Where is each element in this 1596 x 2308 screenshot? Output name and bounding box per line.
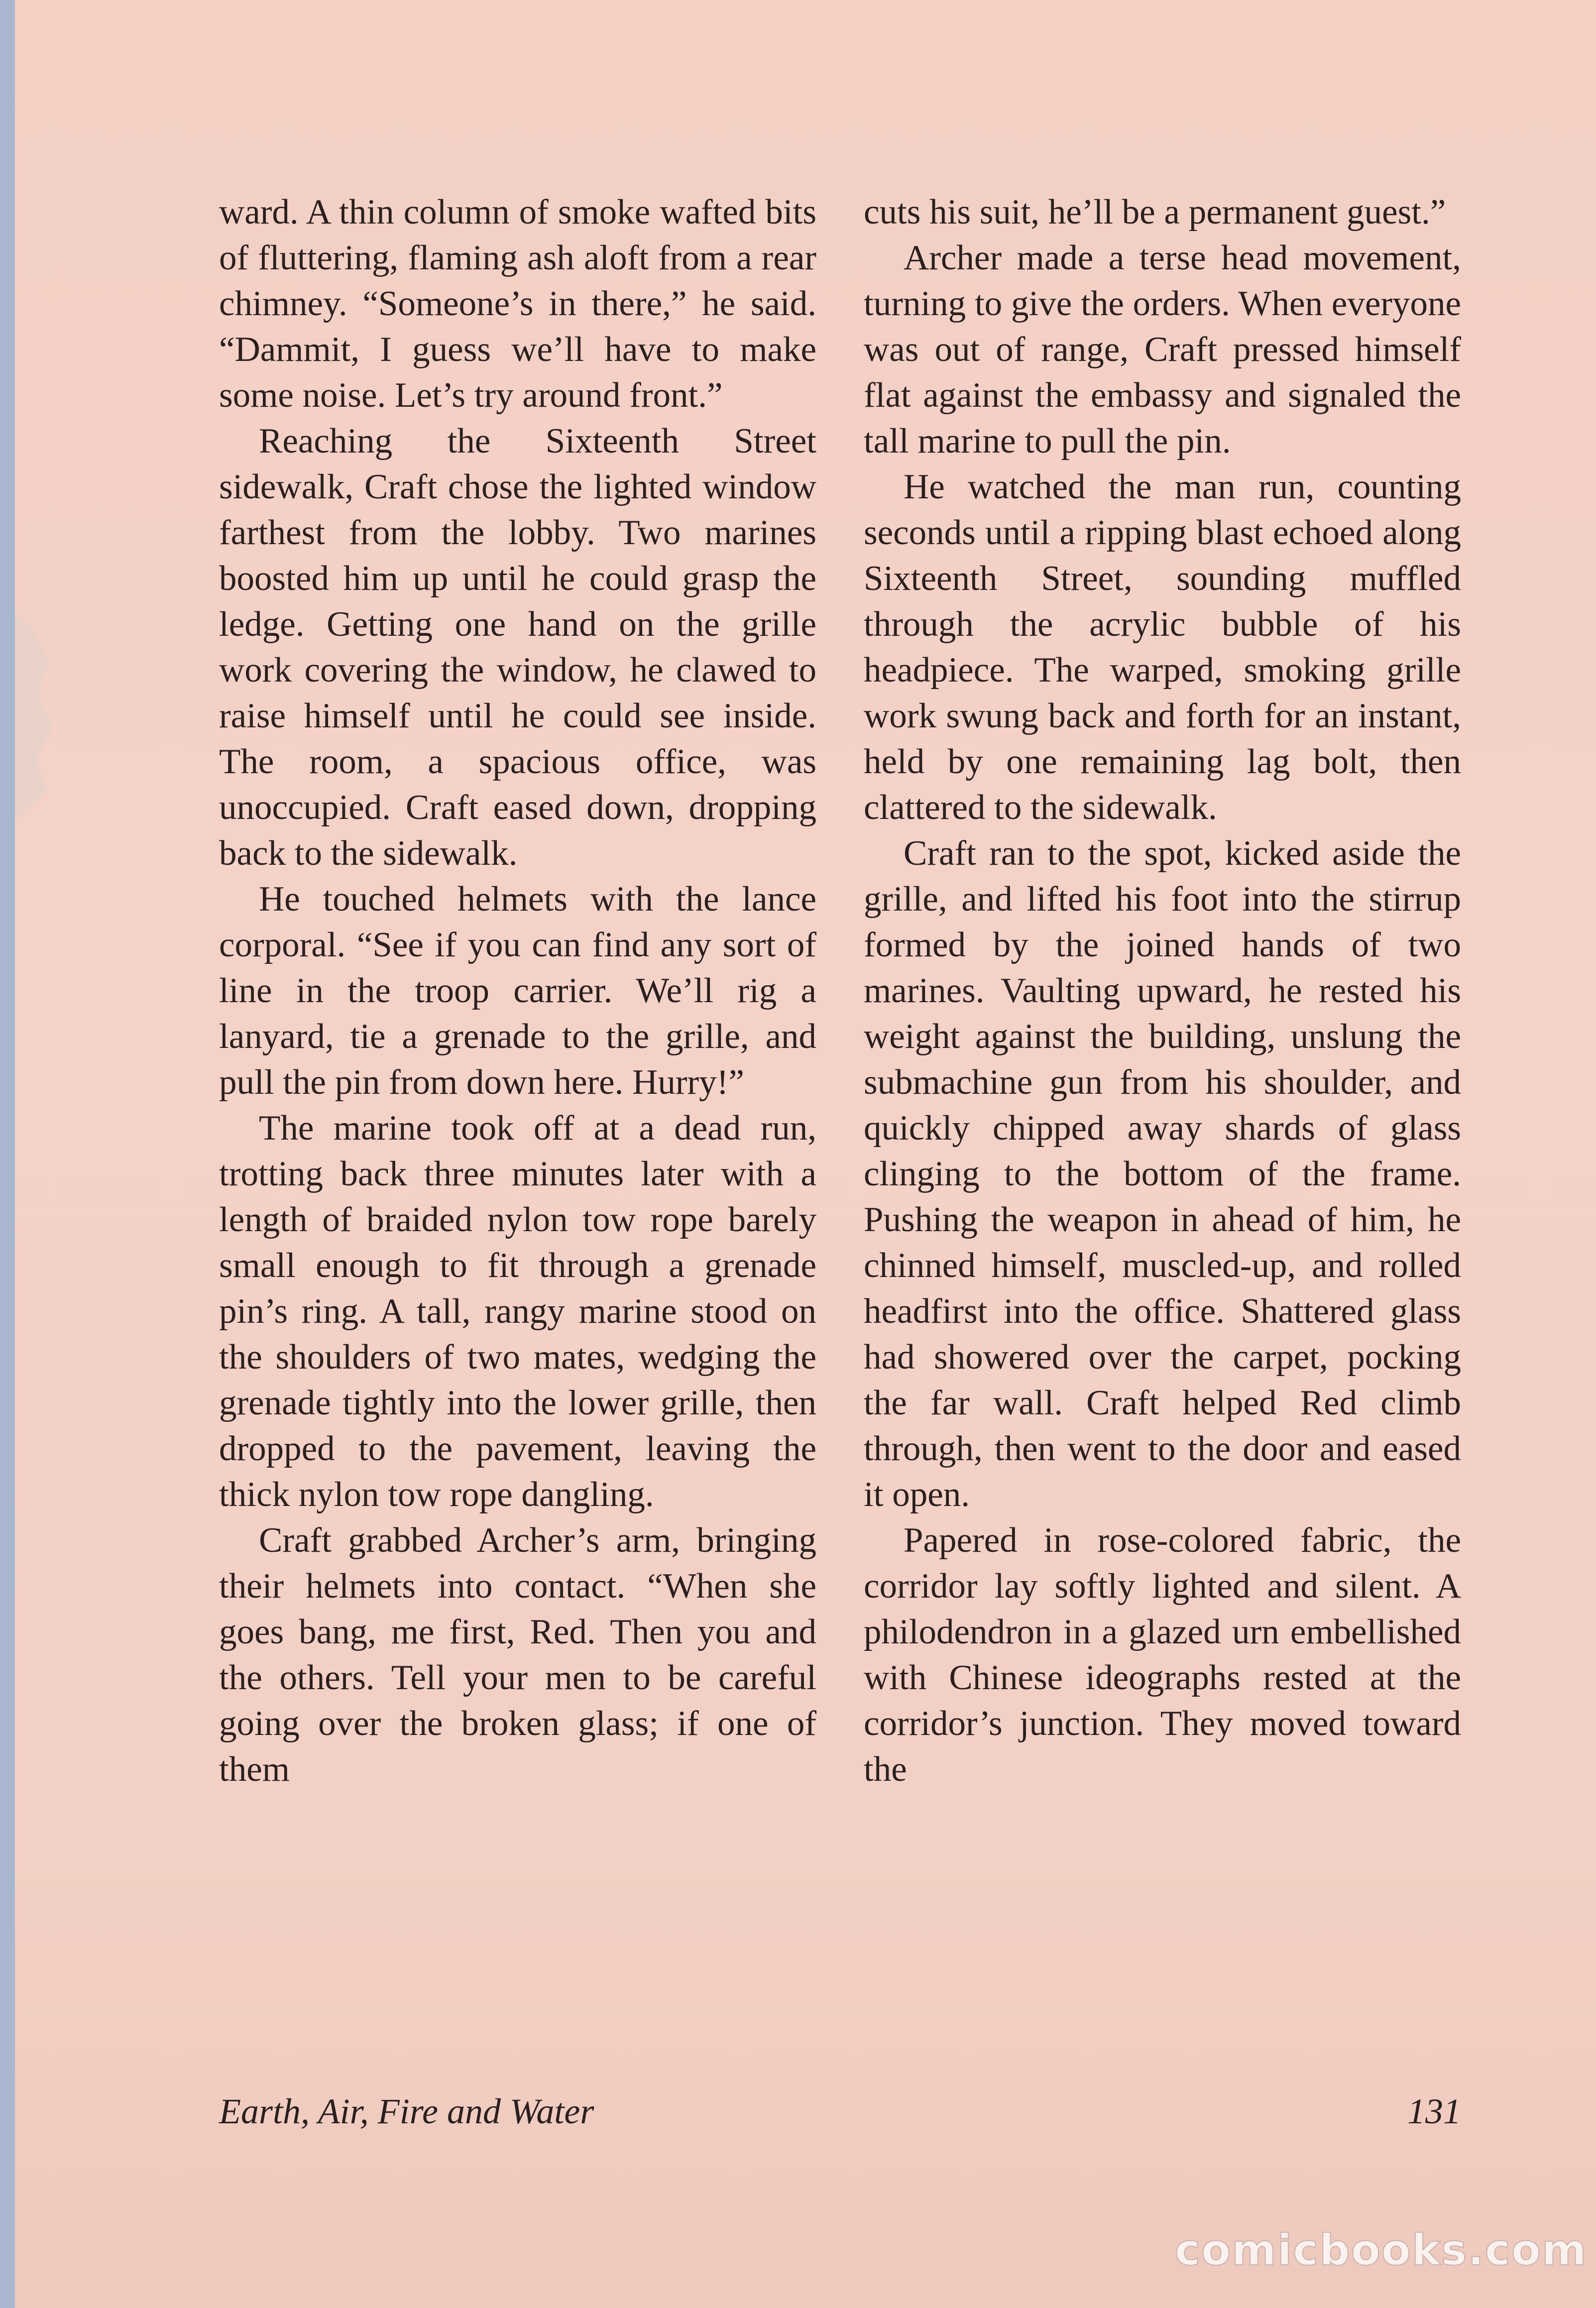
paragraph: Craft ran to the spot, kicked aside the grille, and lifted his foot into the stirrup formed by the joined hands of two marines. Vaulting upward, he rested his weight against the building, unslung the submachine gun from his shoulder, and quickly chipped away shards of glass clinging to the bottom of the frame. Pushing the weapon in ahead of him, he chinned himself, muscled-up, and rolled headfirst into the office. Shattered glass had showered over the carpet, pocking the far wall. Craft helped Red climb through, then went to the door and eased it open. <box>864 834 1461 1514</box>
paragraph: The marine took off at a dead run, trotting back three minutes later with a length of braided nylon tow rope barely small enough to fit through a grenade pin’s ring. A tall, rangy marine stood on the shoulders of two mates, wedging the grenade tightly into the lower grille, then dropped to the pavement, leaving the thick nylon tow rope dangling. <box>219 1109 816 1514</box>
page-number: 131 <box>1407 2091 1461 2131</box>
paragraph: He watched the man run, counting seconds until a ripping blast echoed along Sixteenth Street, sounding muffled through the acrylic bubble of his headpiece. The warped, smoking grille work swung back and forth for an instant, held by one remaining lag bolt, then clattered to the sidewalk. <box>864 467 1461 827</box>
paragraph: Papered in rose-colored fabric, the corridor lay softly lighted and silent. A philodendron in a glazed urn embellished with Chinese ideographs rested at the corridor’s junction. They moved toward the <box>864 1521 1461 1789</box>
paragraph: Archer made a terse head movement, turning to give the orders. When everyone was out of range, Craft pressed himself flat against the embassy and signaled the tall marine to pull the pin. <box>864 238 1461 461</box>
torn-edge <box>15 612 55 821</box>
paragraph: Reaching the Sixteenth Street sidewalk, Craft chose the lighted window farthest from the lobby. Two marines boosted him up until he could grasp the ledge. Getting one hand on the grille work covering the window, he clawed to raise himself until he could see inside. The room, a spacious office, was unoccupied. Craft eased down, dropping back to the sidewalk. <box>219 422 816 873</box>
book-page <box>15 0 1596 2308</box>
paragraph: cuts his suit, he’ll be a permanent guest.” <box>864 193 1446 231</box>
paragraph: He touched helmets with the lance corporal. “See if you can find any sort of line in the troop carrier. We’ll rig a lanyard, tie a grenade to the grille, and pull the pin from down here. Hurry!” <box>219 880 816 1102</box>
paragraph: ward. A thin column of smoke wafted bits of fluttering, flaming ash aloft from a rear chimney. “Someone’s in there,” he said. “Dammit, I guess we’ll have to make some noise. Let’s try around front.” <box>219 193 816 415</box>
left-text-column <box>219 189 816 1792</box>
running-footer-title: Earth, Air, Fire and Water <box>219 2091 594 2131</box>
right-text-column <box>864 189 1461 1792</box>
paragraph: Craft grabbed Archer’s arm, bringing their helmets into contact. “When she goes bang, me first, Red. Then you and the others. Tell your men to be careful going over the broken glass; if one of them <box>219 1521 816 1789</box>
watermark-logo: comicbooks.com <box>1175 2225 1588 2275</box>
